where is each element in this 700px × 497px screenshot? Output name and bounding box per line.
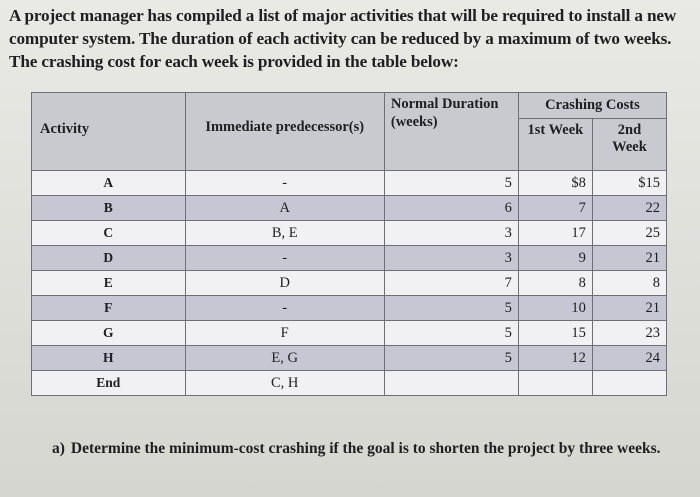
header-week-2: 2nd Week xyxy=(592,119,666,171)
header-crashing-costs: Crashing Costs xyxy=(518,93,666,119)
crashing-cost-table xyxy=(31,92,667,396)
cell-predecessor: D xyxy=(185,271,384,296)
cell-activity: B xyxy=(32,196,186,221)
cell-week-1-cost xyxy=(518,371,592,396)
table-row xyxy=(32,371,667,396)
cell-week-2-cost: 25 xyxy=(592,221,666,246)
header-normal-duration xyxy=(384,93,518,171)
cell-normal-duration: 3 xyxy=(384,246,518,271)
cell-normal-duration: 7 xyxy=(384,271,518,296)
header-predecessor: Immediate predecessor(s) xyxy=(185,93,384,171)
cell-activity: A xyxy=(32,171,186,196)
table-row xyxy=(32,271,667,296)
cell-week-2-cost: 23 xyxy=(592,321,666,346)
cell-activity: D xyxy=(32,246,186,271)
table-row xyxy=(32,246,667,271)
cell-predecessor: A xyxy=(185,196,384,221)
cell-week-2-cost: 21 xyxy=(592,246,666,271)
cell-normal-duration: 5 xyxy=(384,321,518,346)
cell-predecessor: - xyxy=(185,171,384,196)
cell-normal-duration: 5 xyxy=(384,296,518,321)
table-row xyxy=(32,346,667,371)
cell-week-2-cost: 21 xyxy=(592,296,666,321)
table-row xyxy=(32,171,667,196)
header-activity: Activity xyxy=(32,93,186,171)
cell-activity: E xyxy=(32,271,186,296)
cell-week-1-cost: 10 xyxy=(518,296,592,321)
header-normal-text: Normal Duration (weeks) xyxy=(390,96,499,130)
question-text: Determine the minimum-cost crashing if the goal is to shorten the project by three weeks. xyxy=(70,440,661,457)
cell-week-2-cost: 8 xyxy=(592,271,666,296)
intro-paragraph: A project manager has compiled a list of major activities that will be required to install a new computer system. The duration of each activity can be reduced by a maximum of two weeks. The crashing cost for each week is provided in the table below: xyxy=(9,6,677,71)
cell-predecessor: - xyxy=(185,246,384,271)
cell-predecessor: E, G xyxy=(185,346,384,371)
cell-normal-duration: 5 xyxy=(384,346,518,371)
cell-normal-duration: 6 xyxy=(384,196,518,221)
table-row xyxy=(32,296,667,321)
cell-predecessor: B, E xyxy=(185,221,384,246)
cell-week-1-cost: 15 xyxy=(518,321,592,346)
cell-week-2-cost: $15 xyxy=(592,171,666,196)
cell-predecessor: C, H xyxy=(185,371,384,396)
cell-week-1-cost: 8 xyxy=(518,271,592,296)
cell-activity: H xyxy=(32,346,186,371)
question-label: a) xyxy=(52,440,65,457)
table-row xyxy=(32,196,667,221)
cell-week-1-cost: 9 xyxy=(518,246,592,271)
cell-activity: C xyxy=(32,221,186,246)
cell-predecessor: - xyxy=(185,296,384,321)
cell-predecessor: F xyxy=(185,321,384,346)
cell-week-1-cost: 12 xyxy=(518,346,592,371)
question-a xyxy=(53,438,673,460)
cell-activity: F xyxy=(32,296,186,321)
cell-week-2-cost: 22 xyxy=(592,196,666,221)
header-week-1: 1st Week xyxy=(518,119,592,171)
cell-activity: End xyxy=(32,371,186,396)
cell-normal-duration: 3 xyxy=(384,221,518,246)
table-row xyxy=(32,221,667,246)
table-row xyxy=(32,321,667,346)
cell-week-2-cost xyxy=(592,371,666,396)
cell-week-1-cost: $8 xyxy=(518,171,592,196)
cell-normal-duration: 5 xyxy=(384,171,518,196)
cell-activity: G xyxy=(32,321,186,346)
cell-week-1-cost: 7 xyxy=(518,196,592,221)
cell-normal-duration xyxy=(384,371,518,396)
cell-week-2-cost: 24 xyxy=(592,346,666,371)
cell-week-1-cost: 17 xyxy=(518,221,592,246)
table-header-row xyxy=(32,93,667,119)
table-body xyxy=(32,171,667,396)
